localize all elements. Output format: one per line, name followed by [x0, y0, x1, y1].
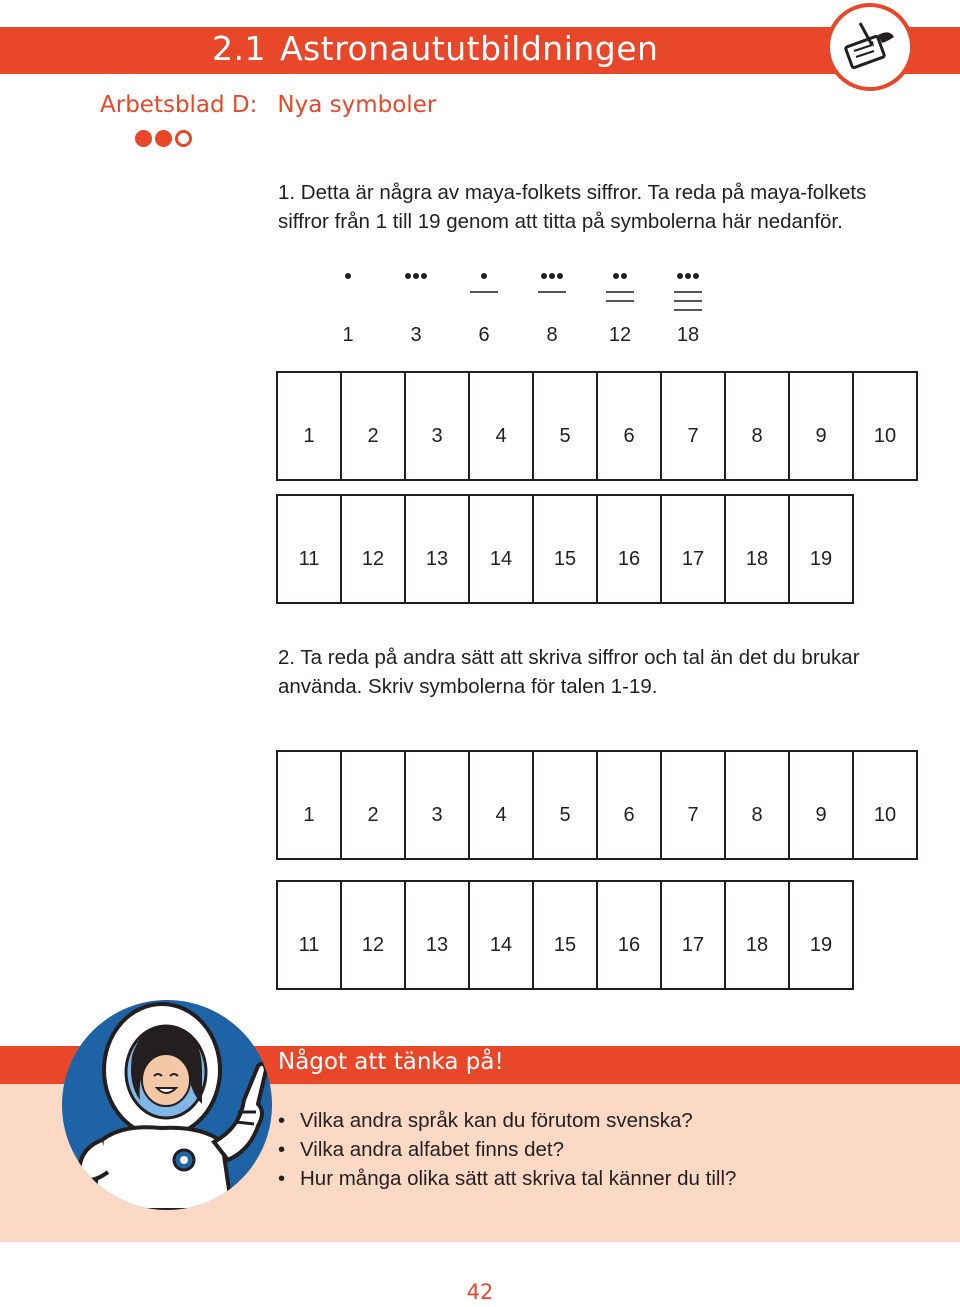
number-cell[interactable]: 18: [725, 881, 789, 989]
think-title: Något att tänka på!: [278, 1049, 504, 1075]
writing-pad-icon: [826, 3, 914, 91]
maya-numeral: [386, 262, 446, 352]
number-cell[interactable]: 18: [725, 495, 789, 603]
maya-value: 1: [342, 324, 354, 346]
maya-numeral: [318, 262, 378, 352]
maya-symbol: [454, 262, 514, 320]
number-cell[interactable]: 16: [597, 495, 661, 603]
task1-grid-11-19: [276, 494, 854, 604]
maya-numeral: [454, 262, 514, 352]
worksheet-label: Arbetsblad D:: [100, 92, 258, 118]
chapter-number: 2.1: [212, 29, 266, 68]
list-item: • Vilka andra alfabet finns det?: [278, 1135, 736, 1164]
chapter-name: Astronaututbildningen: [279, 29, 659, 68]
number-cell[interactable]: 3: [405, 751, 469, 859]
maya-symbol: [590, 262, 650, 320]
number-cell[interactable]: 14: [469, 881, 533, 989]
maya-dot: [685, 273, 691, 279]
maya-dot: [613, 273, 619, 279]
level-dot-empty: [175, 130, 192, 147]
maya-symbol: [386, 262, 446, 320]
number-cell[interactable]: 10: [853, 751, 917, 859]
number-cell[interactable]: 2: [341, 372, 405, 480]
maya-value: 6: [478, 324, 490, 346]
page-number: 42: [466, 1280, 494, 1304]
number-cell[interactable]: 17: [661, 881, 725, 989]
number-cell[interactable]: 15: [533, 881, 597, 989]
maya-numeral: [658, 262, 718, 352]
number-cell[interactable]: 2: [341, 751, 405, 859]
task2-grid-1-10: [276, 750, 918, 860]
maya-dot: [405, 273, 411, 279]
maya-dot: [345, 273, 351, 279]
worksheet-title: Nya symboler: [277, 92, 437, 118]
maya-value: 3: [410, 324, 422, 346]
number-cell[interactable]: 12: [341, 881, 405, 989]
table-row: [277, 881, 853, 989]
number-cell[interactable]: 12: [341, 495, 405, 603]
number-cell[interactable]: 6: [597, 372, 661, 480]
maya-value: 18: [676, 324, 700, 346]
maya-numeral: [522, 262, 582, 352]
number-cell[interactable]: 13: [405, 881, 469, 989]
task2-instructions: 2. Ta reda på andra sätt att skriva siffror och tal än det du brukar använda. Skriv symbolerna för talen 1-19.: [278, 646, 860, 698]
maya-dot: [621, 273, 627, 279]
maya-dot: [677, 273, 683, 279]
list-item: • Hur många olika sätt att skriva tal känner du till?: [278, 1164, 736, 1193]
number-cell[interactable]: 4: [469, 751, 533, 859]
maya-dot: [549, 273, 555, 279]
think-list: [278, 1106, 736, 1193]
list-item: • Vilka andra språk kan du förutom svenska?: [278, 1106, 736, 1135]
maya-numeral: [590, 262, 650, 352]
number-cell[interactable]: 19: [789, 881, 853, 989]
difficulty-indicator: [135, 130, 192, 147]
number-cell[interactable]: 1: [277, 372, 341, 480]
number-cell[interactable]: 19: [789, 495, 853, 603]
number-cell[interactable]: 13: [405, 495, 469, 603]
number-cell[interactable]: 9: [789, 751, 853, 859]
table-row: [277, 372, 917, 480]
maya-dot: [693, 273, 699, 279]
maya-dot: [541, 273, 547, 279]
chapter-title: [212, 29, 658, 68]
number-cell[interactable]: 16: [597, 881, 661, 989]
number-cell[interactable]: 17: [661, 495, 725, 603]
task1-grid-1-10: [276, 371, 918, 481]
level-dot-filled: [135, 130, 152, 147]
maya-symbol: [658, 262, 718, 320]
number-cell[interactable]: 15: [533, 495, 597, 603]
number-cell[interactable]: 9: [789, 372, 853, 480]
worksheet-heading: [100, 92, 436, 118]
task2-grid-11-19: [276, 880, 854, 990]
maya-symbol: [522, 262, 582, 320]
astronaut-icon: [62, 1000, 272, 1210]
maya-examples: [300, 262, 750, 362]
maya-value: 8: [546, 324, 558, 346]
maya-dot: [481, 273, 487, 279]
number-cell[interactable]: 11: [277, 495, 341, 603]
number-cell[interactable]: 4: [469, 372, 533, 480]
table-row: [277, 751, 917, 859]
level-dot-filled: [155, 130, 172, 147]
maya-dot: [413, 273, 419, 279]
number-cell[interactable]: 5: [533, 751, 597, 859]
number-cell[interactable]: 7: [661, 372, 725, 480]
table-row: [277, 495, 853, 603]
number-cell[interactable]: 7: [661, 751, 725, 859]
maya-dot: [557, 273, 563, 279]
number-cell[interactable]: 8: [725, 751, 789, 859]
number-cell[interactable]: 5: [533, 372, 597, 480]
maya-value: 12: [608, 324, 632, 346]
number-cell[interactable]: 8: [725, 372, 789, 480]
maya-dot: [421, 273, 427, 279]
number-cell[interactable]: 3: [405, 372, 469, 480]
maya-symbol: [318, 262, 378, 320]
number-cell[interactable]: 14: [469, 495, 533, 603]
number-cell[interactable]: 10: [853, 372, 917, 480]
task1-instructions: 1. Detta är några av maya-folkets siffror. Ta reda på maya-folkets siffror från 1 till 19 genom att titta på symbolerna här nedanför.: [278, 181, 867, 233]
number-cell[interactable]: 11: [277, 881, 341, 989]
number-cell[interactable]: 1: [277, 751, 341, 859]
number-cell[interactable]: 6: [597, 751, 661, 859]
